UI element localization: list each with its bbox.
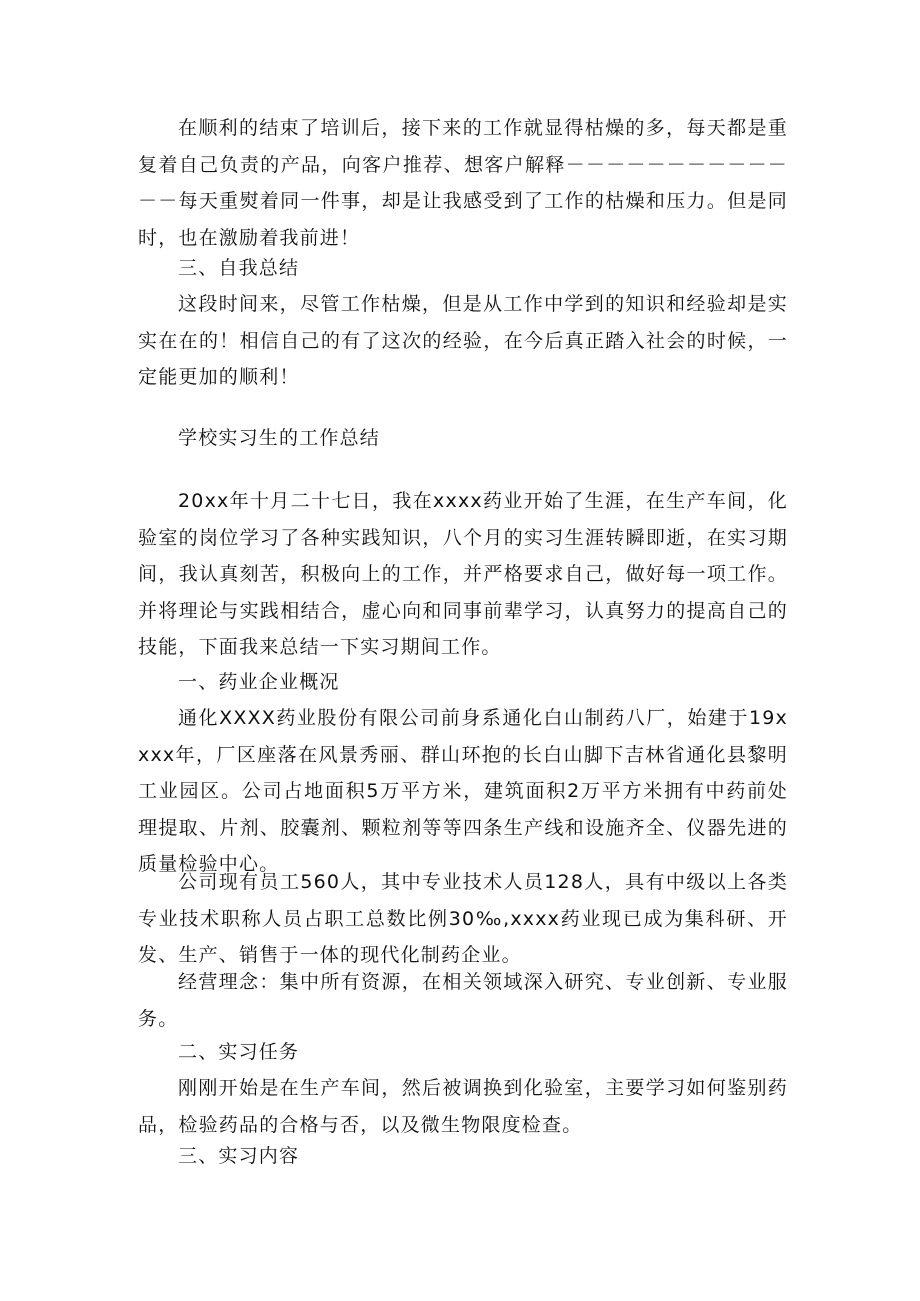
document-title: 学校实习生的工作总结 xyxy=(178,427,381,449)
heading-internship-content: 三、实习内容 xyxy=(178,1145,300,1167)
paragraph-staff: 公司现有员工560人，其中专业技术人员128人，具有中级以上各类专业技术职称人员占职工总数比例30‰,xxxx药业现已成为集科研、开发、生产、销售于一体的现代化制药企业。 xyxy=(138,871,788,966)
paragraph-training-work: 在顺利的结束了培训后，接下来的工作就显得枯燥的多，每天都是重复着自己负责的产品，向客户推荐、想客户解释－－－－－－－－－－－－－每天重熨着同一件事，却是让我感受到了工作的枯燥和压力。但是同时，也在激励着我前进！ xyxy=(138,117,788,249)
heading-internship-tasks: 二、实习任务 xyxy=(178,1041,300,1063)
paragraph-internship-tasks: 刚刚开始是在生产车间，然后被调换到化验室，主要学习如何鉴别药品，检验药品的合格与否，以及微生物限度检查。 xyxy=(138,1077,788,1136)
paragraph-business-philosophy: 经营理念：集中所有资源，在相关领域深入研究、专业创新、专业服务。 xyxy=(138,971,788,1030)
paragraph-company-overview: 通化XXXX药业股份有限公司前身系通化白山制药八厂，始建于19xxxx年，厂区座落在风景秀丽、群山环抱的长白山脚下吉林省通化县黎明工业园区。公司占地面积5万平方米，建筑面积2万平方米拥有中药前处理提取、片剂、胶囊剂、颗粒剂等等四条生产线和设施齐全、仪器先进的质量检验中心。 xyxy=(138,707,788,875)
paragraph-self-summary: 这段时间来，尽管工作枯燥，但是从工作中学到的知识和经验却是实实在在的！相信自己的有了这次的经验，在今后真正踏入社会的时候，一定能更加的顺利！ xyxy=(138,293,788,388)
heading-self-summary: 三、自我总结 xyxy=(178,257,300,279)
heading-company-overview: 一、药业企业概况 xyxy=(178,671,340,693)
paragraph-internship-intro: 20xx年十月二十七日，我在xxxx药业开始了生涯，在生产车间，化验室的岗位学习了各种实践知识，八个月的实习生涯转瞬即逝，在实习期间，我认真刻苦，积极向上的工作，并严格要求自己，做好每一项工作。并将理论与实践相结合，虚心向和同事前辈学习，认真努力的提高自己的技能，下面我来总结一下实习期间工作。 xyxy=(138,490,788,658)
